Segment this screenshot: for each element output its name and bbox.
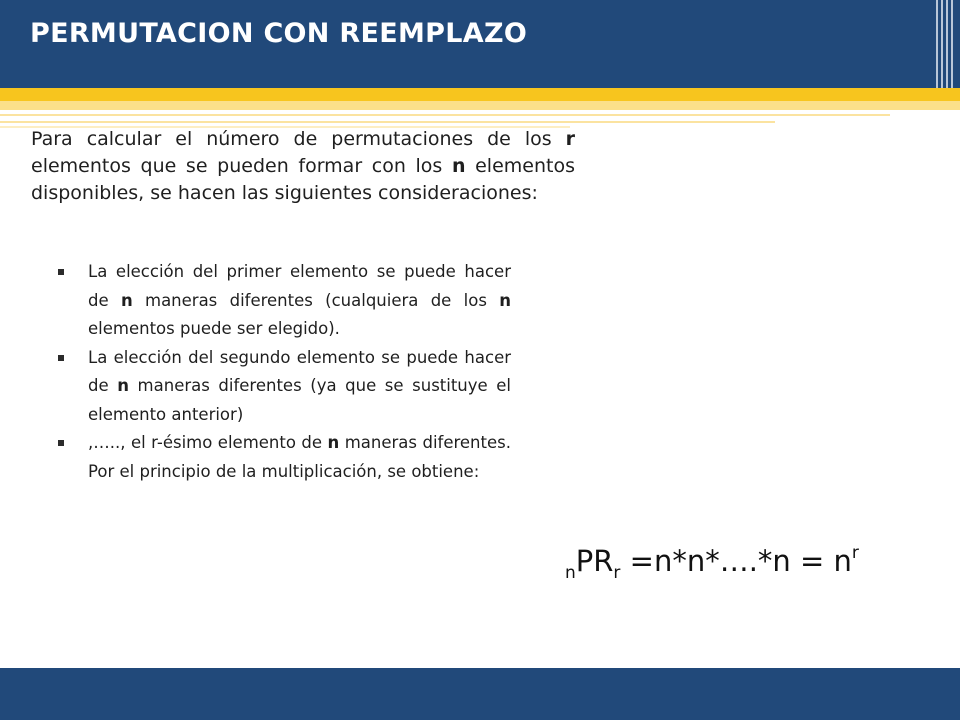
bullet-square-icon	[58, 440, 64, 446]
accent-band-light	[0, 101, 960, 110]
accent-line	[0, 121, 775, 123]
accent-line	[0, 114, 890, 116]
variable-n: n	[451, 155, 466, 177]
list-item: La elección del segundo elemento se puede hacer de n maneras diferentes (ya que se sustituye el elemento anterior)	[58, 344, 511, 430]
slide-title: PERMUTACION CON REEMPLAZO	[30, 18, 528, 49]
considerations-list	[58, 258, 511, 486]
decorative-stripes	[936, 0, 954, 88]
variable-r: r	[565, 128, 575, 150]
list-item: La elección del primer elemento se puede hacer de n maneras diferentes (cualquiera de los n elementos puede ser elegido).	[58, 258, 511, 344]
intro-paragraph: Para calcular el número de permutaciones de los r elementos que se pueden formar con los n elementos disponibles, se hacen las siguientes consideraciones:	[31, 128, 575, 204]
permutation-formula: $_nPR_r$ =n*n*….*n = $n^r$	[565, 543, 859, 583]
bullet-square-icon	[58, 269, 64, 275]
list-item: ,….., el r-ésimo elemento de n maneras diferentes. Por el principio de la multiplicación, se obtiene:	[58, 429, 511, 486]
bullet-square-icon	[58, 355, 64, 361]
accent-band	[0, 88, 960, 101]
footer-bar	[0, 668, 960, 720]
header-bar	[0, 0, 960, 88]
